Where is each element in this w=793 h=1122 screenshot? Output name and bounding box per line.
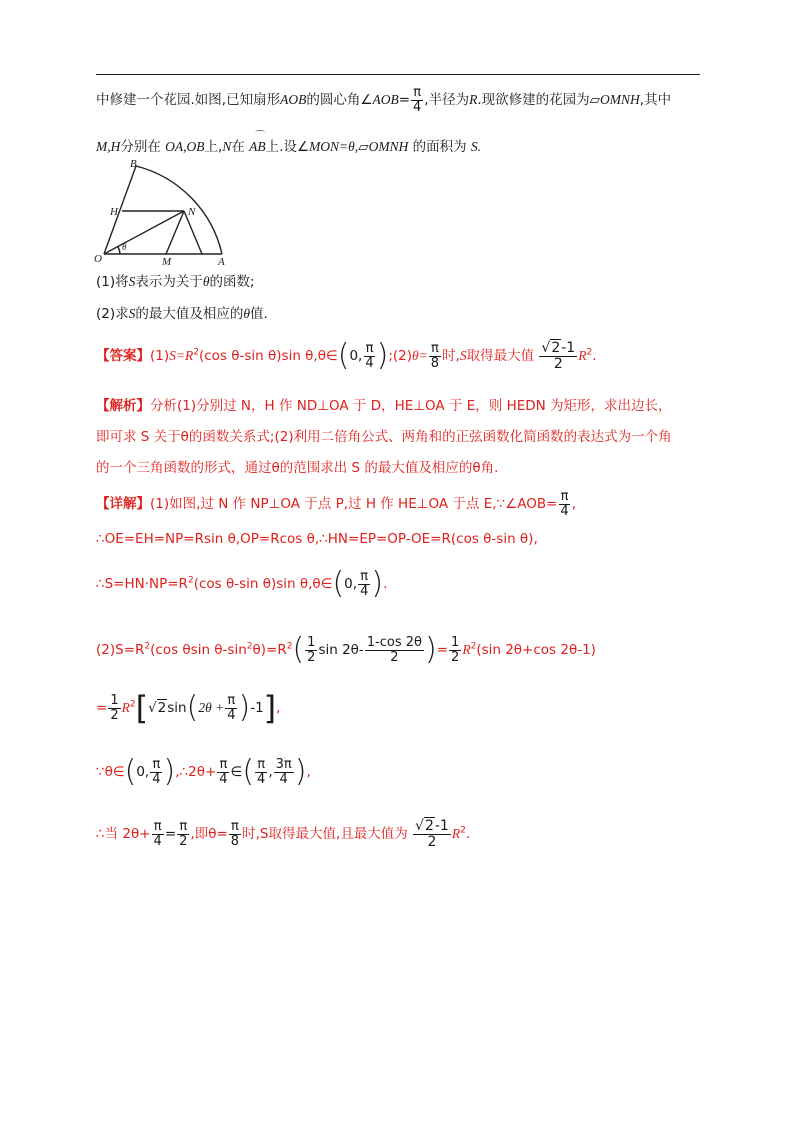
label-m: M [162,256,172,266]
question-2: (2)求S的最大值及相应的θ值. [96,306,268,322]
detail-line-3: $\therefore S=HN\cdot NP=R^2(\cos$ θ-sin θ)sin θ,θ∈(0, $\frac{\pi}{4}$ ). [96,566,388,601]
label-o: O [94,253,102,265]
analysis-line-3: 的一个三角函数的形式，通过θ的范围求出 S 的最大值及相应的θ角. [96,460,499,476]
detail-line-4: $(2)S=R^2(\cos$ θsin $\theta-\sin^2\theta)=R^2$( $\frac{1}{2}$ sin 2θ- $\frac{1-\cos 2\theta}{2}$ )= $\frac{1}{2}$ $R^2(\sin$ 2θ+cos 2θ-1) [96,632,596,667]
arc-ab-curve [136,166,222,254]
detail-line-5: = $\frac{1}{2}$ $R^2[√2\sin(2\theta$ + $\frac{\pi}{4}$ )-1], [96,689,281,727]
analysis-line-1: 【解析】分析(1)分别过 N，H 作 ND⊥OA 于 D，HE⊥OA 于 E，则 HEDN 为矩形，求出边长， [96,398,672,414]
problem-line-2: M,H分别在 OA,OB上,N在 ⌒ AB上.设∠MON=θ,▱OMNH 的面积为 S. [96,130,481,158]
question-1: (1)将S表示为关于θ的函数; [96,274,255,290]
label-b: B [130,158,137,170]
problem-line-1: 中修建一个花园.如图,已知扇形AOB的圆心角∠AOB= $\frac{\pi}{4}$ ,半径为R.现欲修建的花园为▱OMNH,其中 [96,85,672,115]
answer-tag: 【答案】 [96,348,150,364]
analysis-line-2: 即可求 S 关于θ的函数关系式;(2)利用二倍角公式、两角和的正弦函数化简函数的表达式为一个角 [96,429,672,445]
detail-line-2: ∴OE=EH=NP=Rsin θ,OP=Rcos θ,∴HN=EP=OP-OE=R(cos θ-sin θ), [96,531,538,547]
label-h: H [110,206,118,218]
label-n: N [188,206,196,218]
detail-line-6: ∵θ∈(0, $\frac{\pi}{4}$ ),∴2θ+ $\frac{\pi}{4}$ ∈( $\frac{\pi}{4}$ , $\frac{3\pi}{4}$ ), [96,754,311,789]
label-theta: θ [122,242,127,252]
arc-ab: ⌒ AB [249,131,266,154]
pi-over-4: $\frac{\pi}{4}$ [413,85,422,115]
detail-line-1: 【详解】(1)如图,过 N 作 NP⊥OA 于点 P,过 H 作 HE⊥OA 于点 E,∵∠AOB= $\frac{\pi}{4}$ , [96,488,576,519]
sector-figure [92,158,252,266]
detail-line-7: ∴当 2θ+ $\frac{\pi}{4}$ = $\frac{\pi}{2}$ ,即θ= $\frac{\pi}{8}$ 时,S取得最大值,且最大值为 $\frac{√2-1}{2}$ $R^2$. [96,817,471,850]
label-a: A [218,256,225,266]
answer-line: 【答案】$(1)S=R^2(\cos$ θ-sin θ)sin θ,θ∈(0, $\frac{\pi}{4}$ );(2)θ= $\frac{\pi}{8}$ 时,S取得最大值 $\frac{√2-1}{2}$ $R^2$. [96,338,597,373]
side-ob [104,166,136,254]
top-rule [96,74,700,75]
theta-arc [118,247,120,254]
segment-nm [166,211,184,254]
